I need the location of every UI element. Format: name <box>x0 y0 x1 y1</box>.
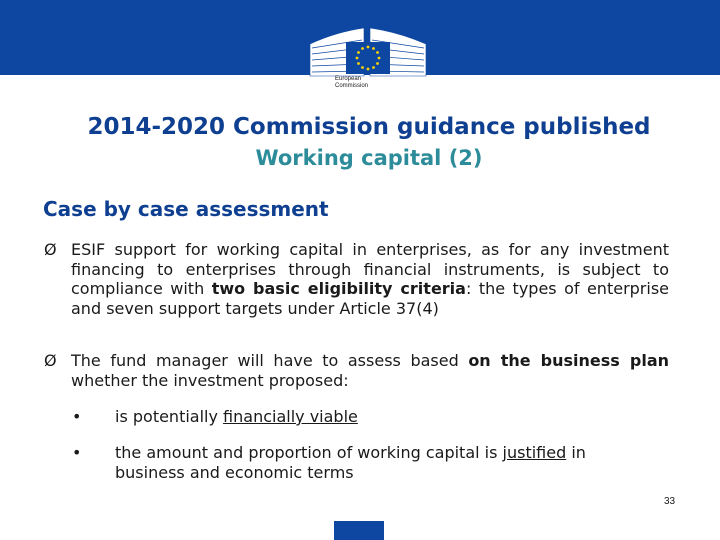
bullet-business-plan: The fund manager will have to assess based on the business plan whether the investment proposed: <box>71 351 670 390</box>
slide-title: 2014-2020 Commission guidance published <box>87 114 651 140</box>
section-heading: Case by case assessment <box>43 197 329 221</box>
dot-bullet-icon: • <box>72 443 82 462</box>
slide-subtitle: Working capital (2) <box>255 146 483 170</box>
page-number: 33 <box>664 496 676 507</box>
sub-bullet-justified: the amount and proportion of working capital is justified in business and economic terms <box>115 443 586 482</box>
arrow-bullet-icon: Ø <box>44 240 57 259</box>
sub-bullet-financially-viable: is potentially financially viable <box>115 407 358 426</box>
dot-bullet-icon: • <box>72 407 82 426</box>
arrow-bullet-icon: Ø <box>44 351 57 370</box>
logo-text: European Commission <box>335 76 369 89</box>
bullet-eligibility-criteria: ESIF support for working capital in enterprises, as for any investment financing to enterprises through financial instruments, is subject to compliance with two basic eligibility criteria: the types of enterprise and seven support targets under Article 37(4) <box>71 240 670 318</box>
footer-eu-flag <box>334 521 384 540</box>
